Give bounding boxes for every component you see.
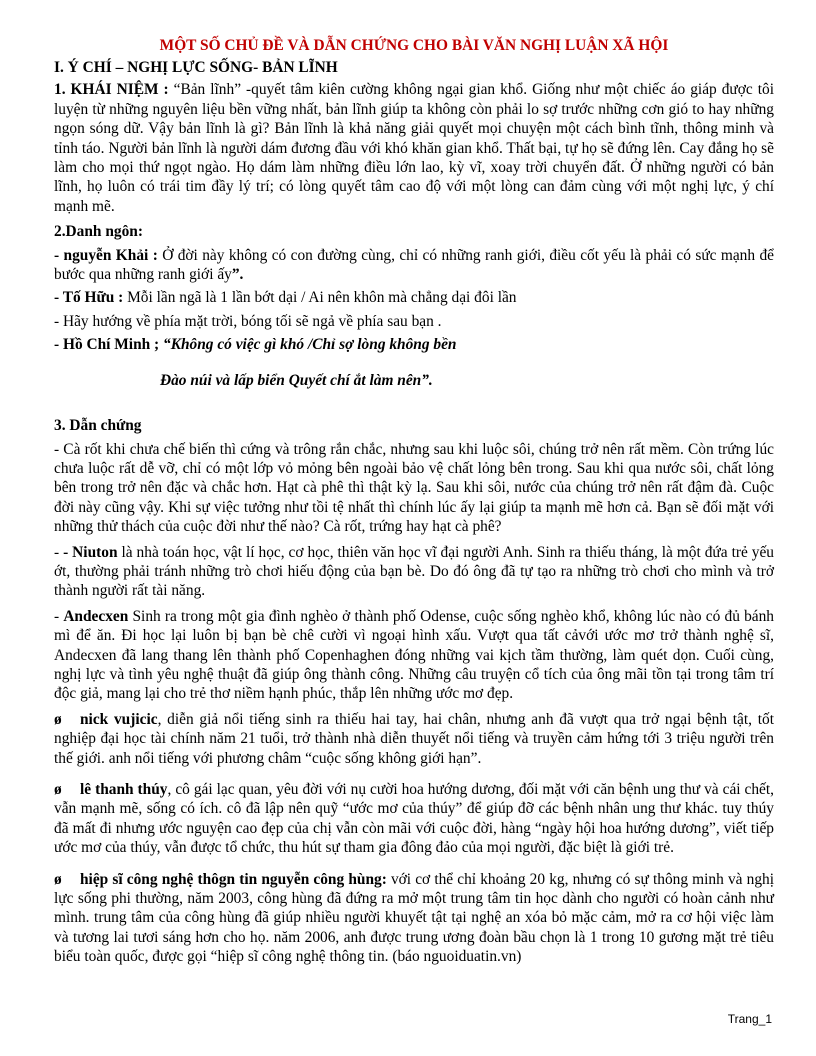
bullet-icon: ø [54,870,62,888]
bullet-icon: ø [54,781,62,798]
concept-label: 1. KHÁI NIỆM : [54,81,169,99]
quote-to-huu [54,288,774,307]
quote-text: “Không có việc gì khó /Chỉ sợ lòng không bền [159,336,457,354]
evidence-name: lê thanh thúy [80,781,168,798]
evidence-text: , diễn giả nổi tiếng sinh ra thiếu hai tay, hai chân, nhưng anh đã vượt qua trở ngại bệnh tật, tốt nghiệp đại học tài chính năm 21 tuổi, trở thành nhà diễn thuyết nổi tiếng và truyền cảm hứng tới 3 triệu người trên thế giới. anh nổi tiếng với phương châm “cuộc sống không giới hạn”. [54,710,774,767]
evidence-andersen [54,607,774,704]
evidence-text: Sinh ra trong một gia đình nghèo ở thành phố Odense, cuộc sống nghèo khổ, không lúc nào có đủ bánh mì để ăn. Đi học lại luôn bị bạn bè chê cười vì ngoại hình xấu. Vượt qua tất cảvới ước mơ trở thành nghệ sĩ, Andecxen đã lang thang lên thành phố Copenhaghen đóng những vai kịch tầm thường, làm quét dọn. Cuối cùng, nghị lực và tình yêu nghệ thuật đã giúp ông thành công. Những câu truyện cổ tích của ông mãi tồn tại trong tâm trí độc giả, mang lại cho trẻ thơ niềm hạnh phúc, thắp lên những ước mơ đẹp. [54,607,774,703]
quote-sun: - Hãy hướng về phía mặt trời, bóng tối sẽ ngả về phía sau bạn . [54,312,442,330]
evidence-name: - Niuton [63,543,118,561]
quotes-heading: 2.Danh ngôn: [54,223,143,241]
evidence-nguyen-cong-hung [54,870,774,967]
quote-author: - Hồ Chí Minh ; [54,336,160,354]
quote-nguyen-khai [54,246,774,285]
evidence-text: là nhà toán học, vật lí học, cơ học, thiên văn học vĩ đại người Anh. Sinh ra thiếu tháng, là một đứa trẻ yếu ớt, thường phải tránh những trò chơi hiếu động của bạn bè. Do đó ông đã tự tạo ra những trò chơi cho mình và trở thành người rất tài năng. [54,543,774,600]
evidence-name: hiệp sĩ công nghệ thôgn tin nguyễn công hùng: [80,870,387,888]
section-heading: I. Ý CHÍ – NGHỊ LỰC SỐNG- BẢN LĨNH [54,59,338,76]
quote-ho-chi-minh-line2 [54,371,774,390]
evidence-prefix: - [54,607,64,625]
document-page [54,36,774,967]
evidence-newton [54,543,774,601]
evidence-heading: 3. Dẫn chứng [54,417,142,435]
concept-paragraph [54,80,774,216]
evidence-text: với cơ thể chỉ khoảng 20 kg, nhưng có sự thông minh và nghị lực sống phi thường, năm 2003, công hùng đã đứng ra mở một trung tâm tin học dành cho người có hoàn cảnh như mình. trung tâm của công hùng đã giúp nhiều người khuyết tật tại nghệ an xóa bỏ mặc cảm, mở ra cơ hội việc làm và tương lai tươi sáng hơn cho họ. năm 2006, anh được trung ương đoàn bầu chọn là 1 trong 10 gương mặt trẻ tiêu biểu toàn quốc, được gọi “hiệp sĩ công nghệ thông tin. (báo nguoiduatin.vn) [54,870,774,966]
quote-ho-chi-minh [54,335,774,354]
evidence-nick-vujicic [54,710,774,768]
quote-text: Mỗi lần ngã là 1 lần bớt dại / Ai nên khôn mà chẳng dại đôi lần [123,289,517,307]
quote-author: - Tố Hữu : [54,289,124,307]
quote-end: ”. [231,266,244,284]
document-title: MỘT SỐ CHỦ ĐỀ VÀ DẪN CHỨNG CHO BÀI VĂN NGHỊ LUẬN XÃ HỘI [159,37,669,54]
quote-text: Ở đời này không có con đường cùng, chỉ có những ranh giới, điều cốt yếu là phải có sức mạnh để bước qua những ranh giới ấy [54,246,774,284]
quote-text: Đào núi và lấp biển Quyết chí ắt làm nên”. [160,371,433,389]
bullet-icon: ø [54,710,62,728]
concept-text: “Bản lĩnh” -quyết tâm kiên cường không ngại gian khổ. Giống như một chiếc áo giáp được tôi luyện từ những nguyên liệu bền vững nhất, bản lĩnh giúp ta không còn phải lo sợ trước những cơn gió to hay những ngọn sóng dữ. Vậy bản lĩnh là gì? Bản lĩnh là khả năng giải quyết mọi chuyện một cách bình tĩnh, thông minh và tỉnh táo. Người bản lĩnh là người dám đương đầu với khó khăn gian khổ. Thất bại, tự họ sẽ đứng lên. Cay đắng họ sẽ làm cho mọi thứ ngọt ngào. Họ dám làm những điều lớn lao, kỳ vĩ, xoay trời chuyển đất. Ở những người có bản lĩnh, họ luôn có trái tim đầy lý trí; có lòng quyết tâm cao độ với một lòng can đảm cùng với một nghị lực, ý chí mạnh mẽ. [54,81,774,215]
evidence-prefix: - [54,543,64,561]
evidence-carrot: - Cà rốt khi chưa chế biến thì cứng và trông rắn chắc, nhưng sau khi luộc sôi, chúng trở nên rất mềm. Còn trứng lúc chưa luộc rất dễ vỡ, chỉ có một lớp vỏ mỏng bên ngoài bảo vệ chất lỏng bên trong. Sau khi qua nước sôi, chất lỏng bên trong trở nên đặc và chắc hơn. Hạt cà phê thì thật kỳ lạ. Sau khi sôi, nước của chúng trở nên rất đậm đà. Cuộc đời này cũng vậy. Khi sự việc tưởng như tồi tệ nhất thì chính lúc ấy lại giúp ta mạnh mẽ hơn cả. Bạn sẽ đối mặt với những thử thách của cuộc đời như thế nào? Cà rốt, trứng hay hạt cà phê? [54,440,774,536]
quote-author: - nguyễn Khải : [54,246,158,264]
evidence-text: , cô gái lạc quan, yêu đời với nụ cười hoa hướng dương, đối mặt với căn bệnh ung thư và cái chết, vẫn mạnh mẽ, sống có ích. cô đã lập nên quỹ “ước mơ của thúy” để giúp đỡ các bệnh nhân ung thư khác. tuy thúy đã mất đi nhưng ước nguyện cao đẹp của chị vẫn còn mãi với cuộc đời, hàng “ngày hội hoa hướng dương”, viết tiếp ước mơ của thúy, vẫn được tổ chức, thu hút sự tham gia đông đảo của mọi người, đặc biệt là giới trẻ. [54,781,775,857]
page-number: Trang_1 [727,1012,772,1026]
evidence-name: Andecxen [63,607,129,625]
evidence-le-thanh-thuy [54,780,774,858]
evidence-name: nick vujicic [80,710,158,728]
